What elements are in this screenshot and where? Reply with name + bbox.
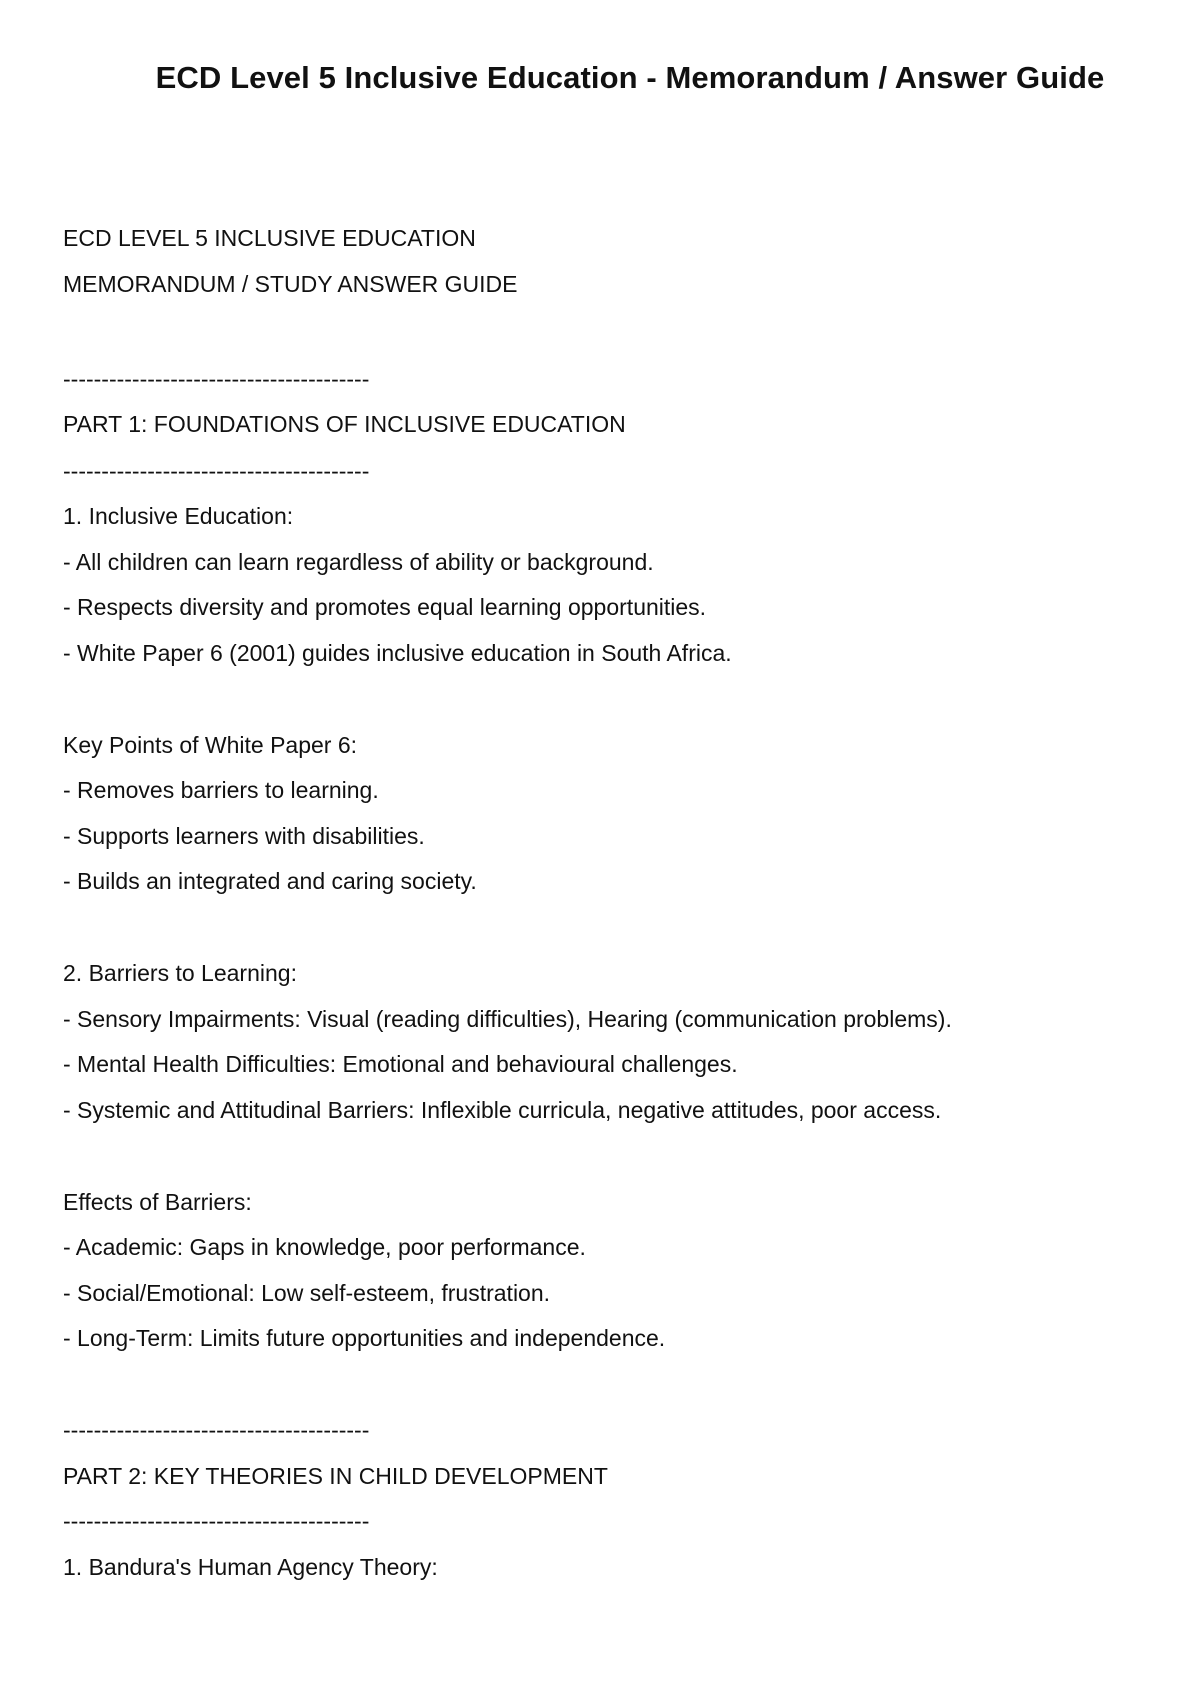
document-title: ECD Level 5 Inclusive Education - Memorandum / Answer Guide <box>155 60 1105 95</box>
divider: ---------------------------------------- <box>63 1417 370 1443</box>
section-title: 1. Bandura's Human Agency Theory: <box>63 1554 438 1580</box>
list-item: - Removes barriers to learning. <box>63 777 379 803</box>
list-item: - Supports learners with disabilities. <box>63 823 425 849</box>
part1-heading: PART 1: FOUNDATIONS OF INCLUSIVE EDUCATION <box>63 411 626 437</box>
section-title: 2. Barriers to Learning: <box>63 960 297 986</box>
list-item: - Social/Emotional: Low self-esteem, frustration. <box>63 1280 551 1306</box>
divider: ---------------------------------------- <box>63 458 370 484</box>
header-line-2: MEMORANDUM / STUDY ANSWER GUIDE <box>63 271 518 297</box>
section-title: Key Points of White Paper 6: <box>63 732 358 758</box>
list-item: - Respects diversity and promotes equal learning opportunities. <box>63 594 707 620</box>
list-item: - Sensory Impairments: Visual (reading difficulties), Hearing (communication problems). <box>63 1006 952 1032</box>
list-item: - White Paper 6 (2001) guides inclusive education in South Africa. <box>63 640 732 666</box>
section-title: Effects of Barriers: <box>63 1189 252 1215</box>
header-line-1: ECD LEVEL 5 INCLUSIVE EDUCATION <box>63 225 476 251</box>
list-item: - Academic: Gaps in knowledge, poor performance. <box>63 1234 586 1260</box>
list-item: - Systemic and Attitudinal Barriers: Inflexible curricula, negative attitudes, poor access. <box>63 1097 942 1123</box>
list-item: - Builds an integrated and caring society. <box>63 868 477 894</box>
divider: ---------------------------------------- <box>63 366 370 392</box>
part2-heading: PART 2: KEY THEORIES IN CHILD DEVELOPMENT <box>63 1463 608 1489</box>
list-item: - Long-Term: Limits future opportunities and independence. <box>63 1325 666 1351</box>
list-item: - All children can learn regardless of ability or background. <box>63 549 654 575</box>
divider: ---------------------------------------- <box>63 1508 370 1534</box>
section-title: 1. Inclusive Education: <box>63 503 294 529</box>
list-item: - Mental Health Difficulties: Emotional and behavioural challenges. <box>63 1051 738 1077</box>
